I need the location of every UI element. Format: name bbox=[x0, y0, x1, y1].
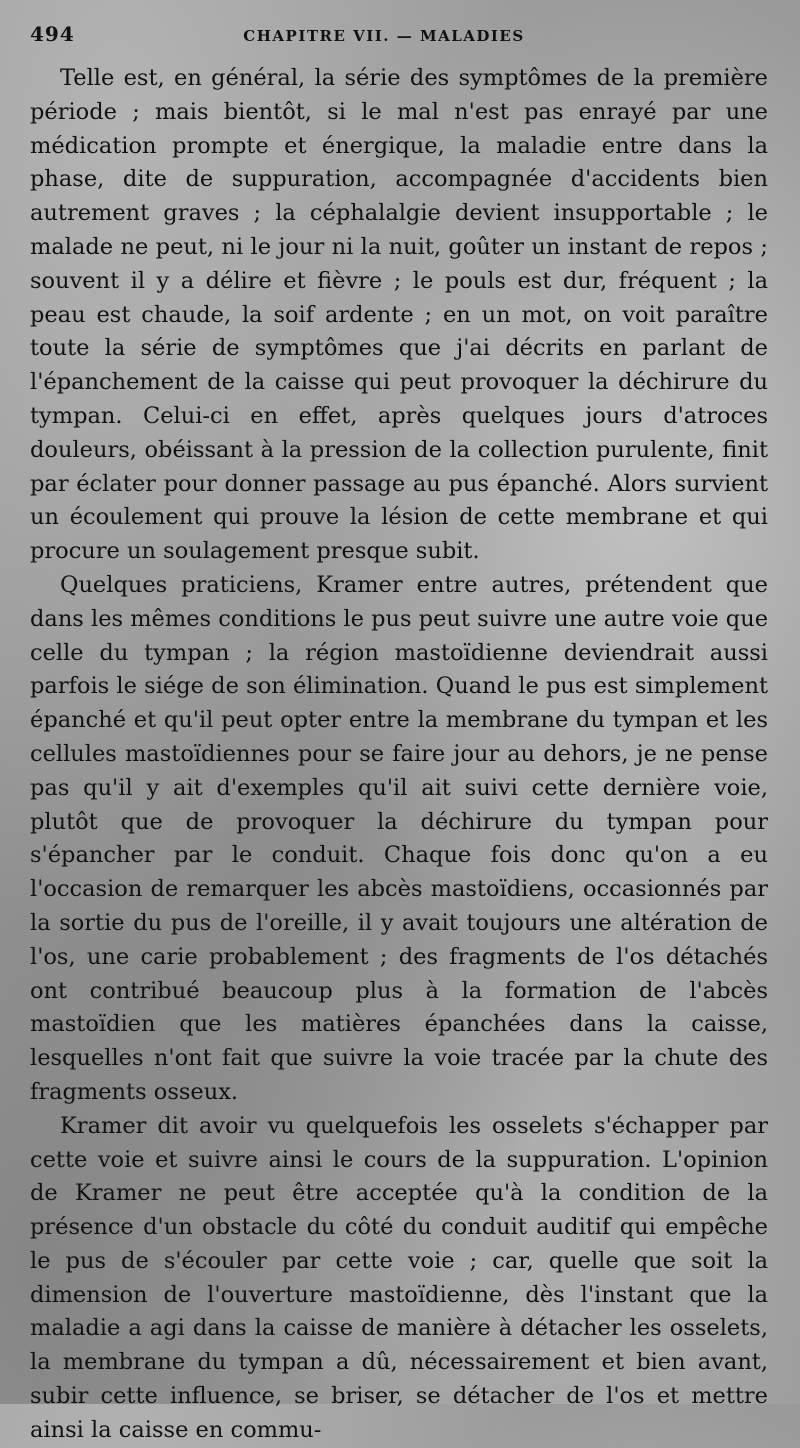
running-head: CHAPITRE VII. — MALADIES bbox=[243, 27, 525, 45]
page-header bbox=[30, 22, 768, 62]
page-number: 494 bbox=[30, 22, 75, 46]
paragraph-1: Telle est, en général, la série des symptômes de la première période ; mais bientôt, si le mal n'est pas enrayé par une médication prompte et énergique, la maladie entre dans la phase, dite de suppuration, accompagnée d'accidents bien autrement graves ; la céphalalgie devient insupportable ; le malade ne peut, ni le jour ni la nuit, goûter un instant de repos ; souvent il y a délire et fièvre ; le pouls est dur, fréquent ; la peau est chaude, la soif ardente ; en un mot, on voit paraître toute la série de symptômes que j'ai décrits en parlant de l'épanchement de la caisse qui peut provoquer la déchirure du tympan. Celui-ci en effet, après quelques jours d'atroces douleurs, obéissant à la pression de la collection purulente, finit par éclater pour donner passage au pus épanché. Alors survient un écoulement qui prouve la lésion de cette membrane et qui procure un soulagement presque subit. bbox=[30, 65, 768, 565]
paragraph-2: Quelques praticiens, Kramer entre autres, prétendent que dans les mêmes conditions le pus peut suivre une autre voie que celle du tympan ; la région mastoïdienne deviendrait aussi parfois le siége de son élimination. Quand le pus est simplement épanché et qu'il peut opter entre la membrane du tympan et les cellules mastoïdiennes pour se faire jour au dehors, je ne pense pas qu'il y ait d'exemples qu'il ait suivi cette dernière voie, plutôt que de provoquer la déchirure du tympan pour s'épancher par le conduit. Chaque fois donc qu'on a eu l'occasion de remarquer les abcès mastoïdiens, occasionnés par la sortie du pus de l'oreille, il y avait toujours une altération de l'os, une carie probablement ; des fragments de l'os détachés ont contribué beaucoup plus à la formation de l'abcès mastoïdien que les matières épanchées dans la caisse, lesquelles n'ont fait que suivre la voie tracée par la chute des fragments osseux. bbox=[30, 571, 769, 1105]
body-text bbox=[30, 62, 768, 1448]
paragraph-3: Kramer dit avoir vu quelquefois les osselets s'échapper par cette voie et suivre ainsi le cours de la suppuration. L'opinion de Kramer ne peut être acceptée qu'à la condition de la présence d'un obstacle du côté du conduit auditif qui empêche le pus de s'écouler par cette voie ; car, quelle que soit la dimension de l'ouverture mastoïdienne, dès l'instant que la maladie a agi dans la caisse de manière à détacher les osselets, la membrane du tympan a dû, nécessairement et bien avant, subir cette influence, se briser, se détacher de l'os et mettre ainsi la caisse en commu- bbox=[30, 1112, 768, 1443]
